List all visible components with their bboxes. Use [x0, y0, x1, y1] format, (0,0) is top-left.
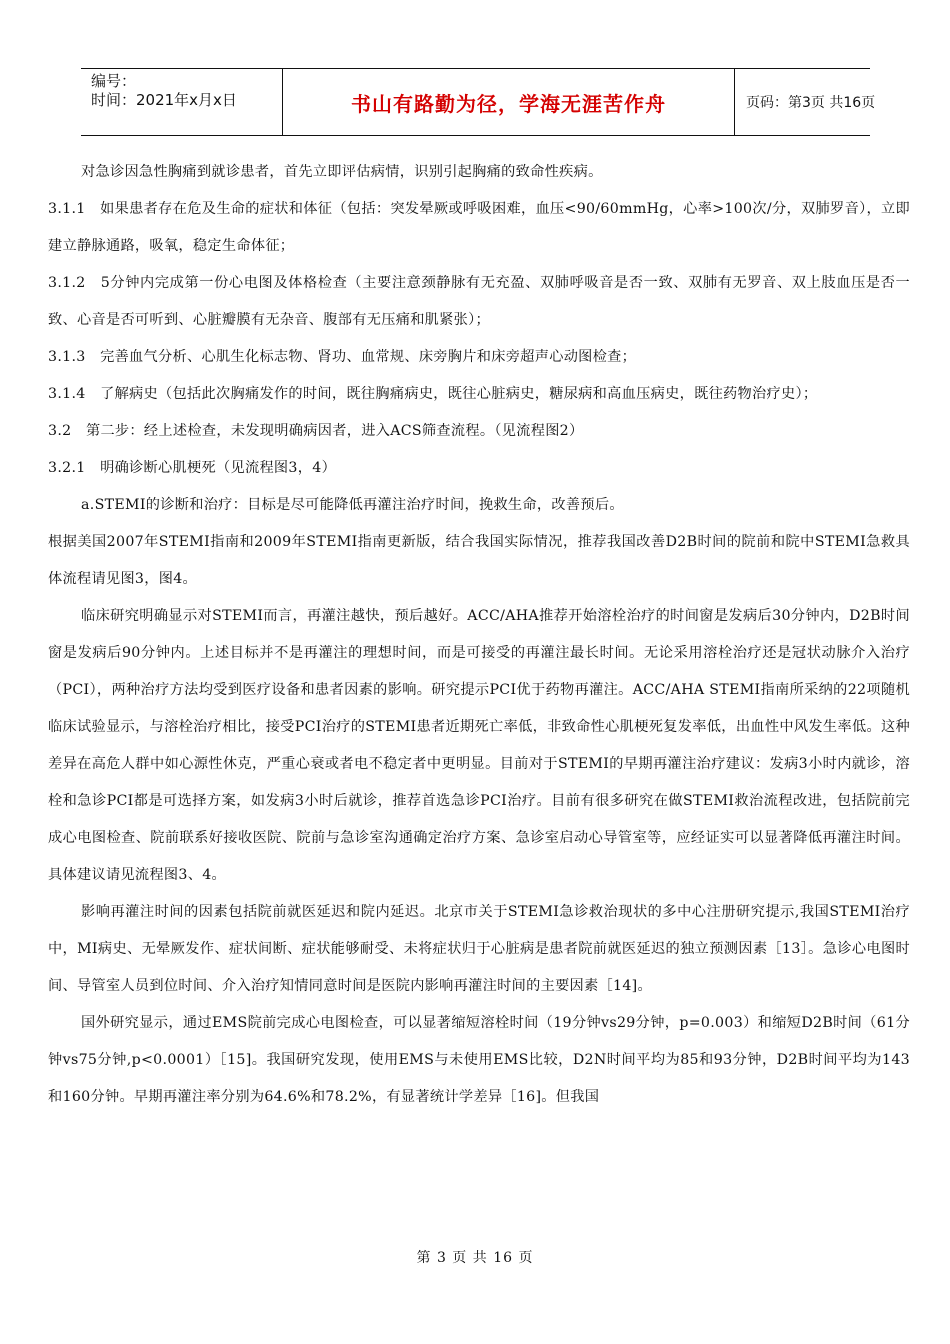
paragraph-intro: 对急诊因急性胸痛到就诊患者，首先立即评估病情，识别引起胸痛的致命性疾病。 [81, 164, 603, 180]
paragraph-guideline: 根据美国2007年STEMI指南和2009年STEMI指南更新版，结合我国实际情况，推荐我国改善D2B时间的院前和院中STEMI急救具体流程请见图3，图4。 [48, 534, 910, 587]
section-3-1-1: 3.1.1 如果患者存在危及生命的症状和体征（包括：突发晕厥或呼吸困难，血压<90/60mmHg，心率>100次/分，双肺罗音），立即建立静脉通路，吸氧，稳定生命体征； [48, 201, 910, 254]
paragraph-ems-research: 国外研究显示，通过EMS院前完成心电图检查，可以显著缩短溶栓时间（19分钟vs29分钟，p=0.003）和缩短D2B时间（61分钟vs75分钟,p<0.0001）［15]。我国研究发现，使用EMS与未使用EMS比较，D2N时间平均为85和93分钟，D2B时间平均为143和160分钟。早期再灌注率分别为64.6%和78.2%，有显著统计学差异［16]。但我国 [48, 1015, 910, 1105]
paragraph-stemi-goal: a.STEMI的诊断和治疗：目标是尽可能降低再灌注治疗时间，挽救生命，改善预后。 [81, 497, 624, 513]
page-footer: 第 3 页 共 16 页 [416, 1250, 534, 1266]
section-3-1-2: 3.1.2 5分钟内完成第一份心电图及体格检查（主要注意颈静脉有无充盈、双肺呼吸音是否一致、双肺有无罗音、双上肢血压是否一致、心音是否可听到、心脏瓣膜有无杂音、腹部有无压痛和肌紧张）； [48, 275, 910, 328]
document-body [48, 154, 910, 1116]
number-label: 编号： [91, 72, 137, 90]
section-3-2: 3.2 第二步：经上述检查，未发现明确病因者，进入ACS筛查流程。（见流程图2） [48, 423, 584, 439]
motto-text: 书山有路勤为径，学海无涯苦作舟 [351, 91, 666, 116]
paragraph-clinical-research: 临床研究明确显示对STEMI而言，再灌注越快，预后越好。ACC/AHA推荐开始溶栓治疗的时间窗是发病后30分钟内，D2B时间窗是发病后90分钟内。上述目标并不是再灌注的理想时间，而是可接受的再灌注最长时间。无论采用溶栓治疗还是冠状动脉介入治疗（PCI），两种治疗方法均受到医疗设备和患者因素的影响。研究提示PCI优于药物再灌注。ACC/AHA STEMI指南所采纳的22项随机临床试验显示，与溶栓治疗相比，接受PCI治疗的STEMI患者近期死亡率低，非致命性心肌梗死复发率低，出血性中风发生率低。这种差异在高危人群中如心源性休克，严重心衰或者电不稳定者中更明显。目前对于STEMI的早期再灌注治疗建议：发病3小时内就诊，溶栓和急诊PCI都是可选择方案，如发病3小时后就诊，推荐首选急诊PCI治疗。目前有很多研究在做STEMI救治流程改进，包括院前完成心电图检查、院前联系好接收医院、院前与急诊室沟通确定治疗方案、急诊室启动心导管室等，应经证实可以显著降低再灌注时间。具体建议请见流程图3、4。 [48, 608, 910, 883]
paragraph-delay-factors: 影响再灌注时间的因素包括院前就医延迟和院内延迟。北京市关于STEMI急诊救治现状的多中心注册研究提示,我国STEMI治疗中，MI病史、无晕厥发作、症状间断、症状能够耐受、未将症状归于心脏病是患者院前就医延迟的独立预测因素［13］。急诊心电图时间、导管室人员到位时间、介入治疗知情同意时间是医院内影响再灌注时间的主要因素［14]。 [48, 904, 910, 994]
header-meta [81, 69, 282, 135]
section-3-2-1: 3.2.1 明确诊断心肌梗死（见流程图3，4） [48, 460, 337, 476]
section-3-1-3: 3.1.3 完善血气分析、心肌生化标志物、肾功、血常规、床旁胸片和床旁超声心动图检查； [48, 349, 637, 365]
page-number-label: 页码：第3页 共16页 [746, 95, 876, 111]
date-label: 时间：2021年x月x日 [91, 91, 237, 109]
page-header [81, 68, 876, 136]
section-3-1-4: 3.1.4 了解病史（包括此次胸痛发作的时间，既往胸痛病史，既往心脏病史，糖尿病和高血压病史，既往药物治疗史）； [48, 386, 818, 402]
header-motto-cell [282, 69, 735, 135]
page-number-cell [735, 69, 876, 135]
